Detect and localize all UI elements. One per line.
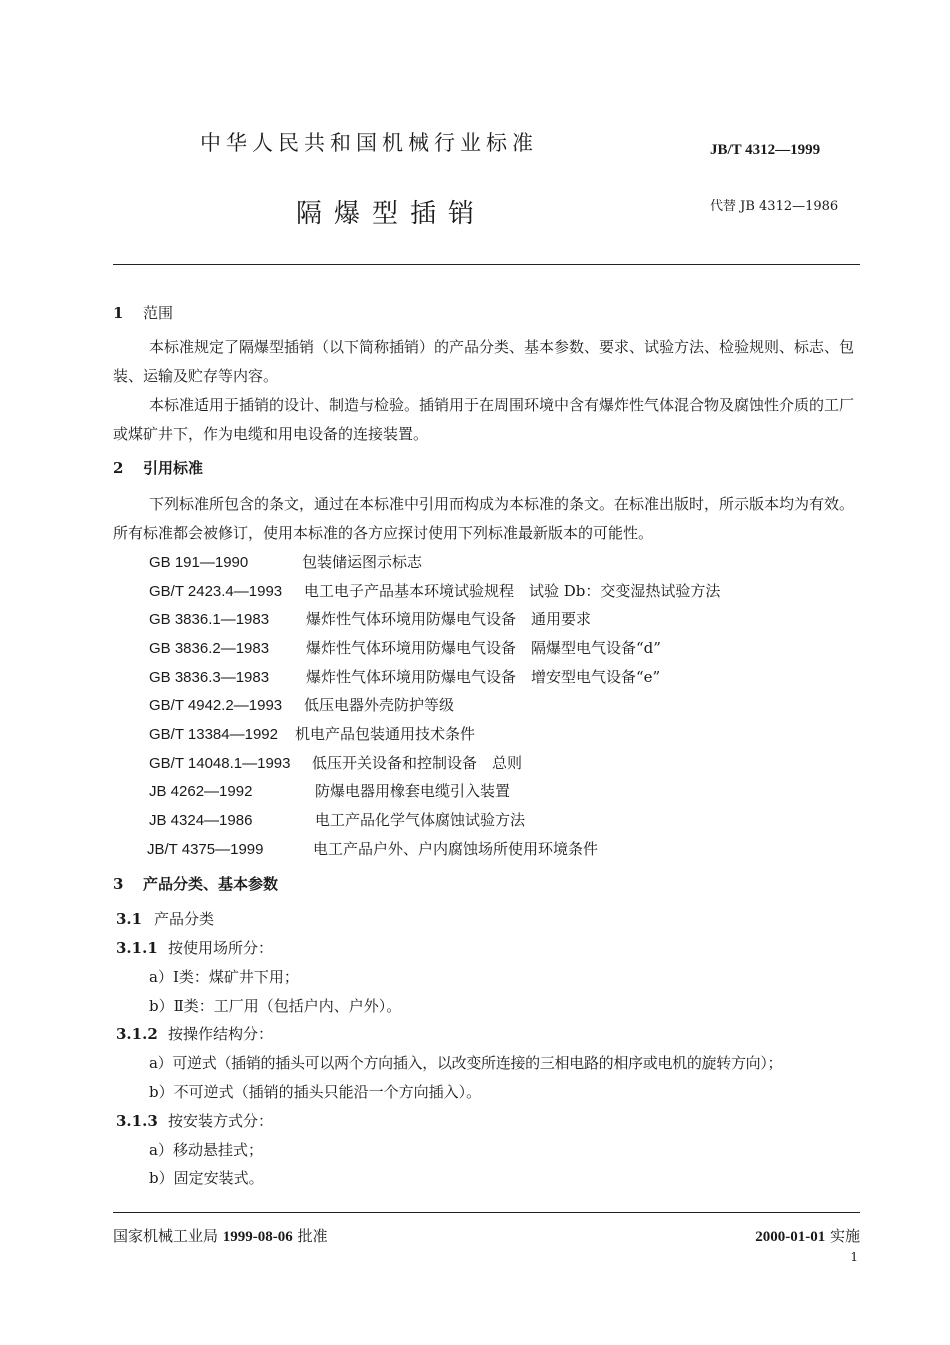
reference-item: [149, 752, 522, 773]
standard-category: 中华人民共和国机械行业标准: [200, 131, 538, 155]
subsection-3-1-3-heading: [116, 1110, 273, 1131]
subsection-3-1-1-heading: [116, 937, 273, 958]
list-item: a）Ⅰ类：煤矿井下用；: [149, 968, 299, 986]
footer-divider: [113, 1212, 860, 1213]
list-item: a）移动悬挂式；: [149, 1141, 263, 1159]
reference-title: 电工产品化学气体腐蚀试验方法: [315, 811, 526, 829]
reference-title: 机电产品包装通用技术条件: [295, 725, 476, 743]
effective-line: [755, 1225, 860, 1246]
reference-code: GB 3836.2—1983: [149, 640, 270, 657]
reference-code: GB 3836.1—1983: [149, 611, 270, 628]
reference-title: 爆炸性气体环境用防爆电气设备 通用要求: [306, 610, 592, 628]
reference-item: [149, 551, 422, 572]
reference-item: [149, 780, 510, 801]
reference-title: 低压开关设备和控制设备 总则: [312, 754, 523, 772]
list-item: b）Ⅱ类：工厂用（包括户内、户外）。: [149, 997, 402, 1015]
effective-date: 2000-01-01: [755, 1229, 826, 1245]
reference-title: 爆炸性气体环境用防爆电气设备 增安型电气设备“e”: [306, 668, 661, 686]
subsection-number: 3.1.2: [116, 1025, 158, 1043]
section-title: 产品分类、基本参数: [143, 875, 279, 893]
reference-item: [149, 608, 591, 629]
approval-line: [113, 1225, 328, 1246]
reference-title: 防爆电器用橡套电缆引入装置: [315, 782, 511, 800]
subsection-title: 按安装方式分：: [168, 1112, 274, 1130]
issuer: 国家机械工业局: [113, 1227, 219, 1245]
subsection-number: 3.1.3: [116, 1112, 158, 1130]
reference-title: 电工电子产品基本环境试验规程 试验 Db：交变湿热试验方法: [304, 582, 721, 600]
list-item: b）固定安装式。: [149, 1169, 264, 1187]
reference-item: [149, 637, 661, 658]
document-title: 隔爆型插销: [296, 199, 487, 229]
section-1-paragraph-1: 本标准规定了隔爆型插销（以下简称插销）的产品分类、基本参数、要求、试验方法、检验规则、标志、包装、运输及贮存等内容。: [113, 338, 855, 385]
list-item: a）可逆式（插销的插头可以两个方向插入，以改变所连接的三相电路的相序或电机的旋转方向）；: [149, 1054, 783, 1072]
reference-code: GB/T 14048.1—1993: [149, 755, 291, 772]
reference-code: GB/T 13384—1992: [149, 726, 278, 743]
reference-code: GB/T 4942.2—1993: [149, 697, 283, 714]
approve-date: 1999-08-06: [222, 1229, 293, 1245]
section-2-heading: [113, 457, 203, 478]
subsection-3-1-2-heading: [116, 1023, 273, 1044]
reference-item: [147, 838, 598, 859]
section-1-heading: [113, 302, 173, 323]
approve-label: 批准: [297, 1227, 328, 1245]
section-3-heading: [113, 873, 278, 894]
reference-code: GB/T 2423.4—1993: [149, 583, 283, 600]
reference-code: JB 4262—1992: [149, 783, 253, 800]
reference-code: GB 3836.3—1983: [149, 669, 270, 686]
reference-code: GB 191—1990: [149, 554, 249, 571]
reference-item: [149, 809, 525, 830]
reference-code: JB/T 4375—1999: [147, 841, 264, 858]
page-number: 1: [850, 1250, 858, 1264]
reference-item: [149, 694, 454, 715]
section-2-paragraph-1: 下列标准所包含的条文，通过在本标准中引用而构成为本标准的条文。在标准出版时，所示版本均为有效。所有标准都会被修订，使用本标准的各方应探讨使用下列标准最新版本的可能性。: [113, 495, 855, 542]
reference-item: [149, 666, 660, 687]
reference-item: [149, 723, 475, 744]
subsection-title: 产品分类: [154, 910, 215, 928]
reference-title: 电工产品户外、户内腐蚀场所使用环境条件: [313, 840, 599, 858]
section-title: 范围: [143, 304, 174, 322]
subsection-title: 按使用场所分：: [168, 939, 274, 957]
header-divider: [113, 264, 860, 265]
section-number: 1: [113, 304, 124, 322]
subsection-number: 3.1.1: [116, 939, 158, 957]
subsection-3-1-heading: [116, 908, 214, 929]
section-title: 引用标准: [143, 459, 204, 477]
reference-title: 包装储运图示标志: [302, 553, 423, 571]
section-number: 3: [113, 875, 124, 893]
subsection-title: 按操作结构分：: [168, 1025, 274, 1043]
section-number: 2: [113, 459, 124, 477]
reference-title: 低压电器外壳防护等级: [304, 696, 455, 714]
standard-code: JB/T 4312—1999: [710, 142, 821, 158]
reference-item: [149, 580, 720, 601]
section-1-paragraph-2: 本标准适用于插销的设计、制造与检验。插销用于在周围环境中含有爆炸性气体混合物及腐蚀性介质的工厂或煤矿井下，作为电缆和用电设备的连接装置。: [113, 396, 855, 443]
list-item: b）不可逆式（插销的插头只能沿一个方向插入）。: [149, 1083, 482, 1101]
effective-label: 实施: [829, 1227, 860, 1245]
subsection-number: 3.1: [116, 910, 143, 928]
reference-code: JB 4324—1986: [149, 812, 253, 829]
replaces-note: 代替 JB 4312—1986: [710, 199, 839, 214]
reference-title: 爆炸性气体环境用防爆电气设备 隔爆型电气设备“d”: [306, 639, 661, 657]
